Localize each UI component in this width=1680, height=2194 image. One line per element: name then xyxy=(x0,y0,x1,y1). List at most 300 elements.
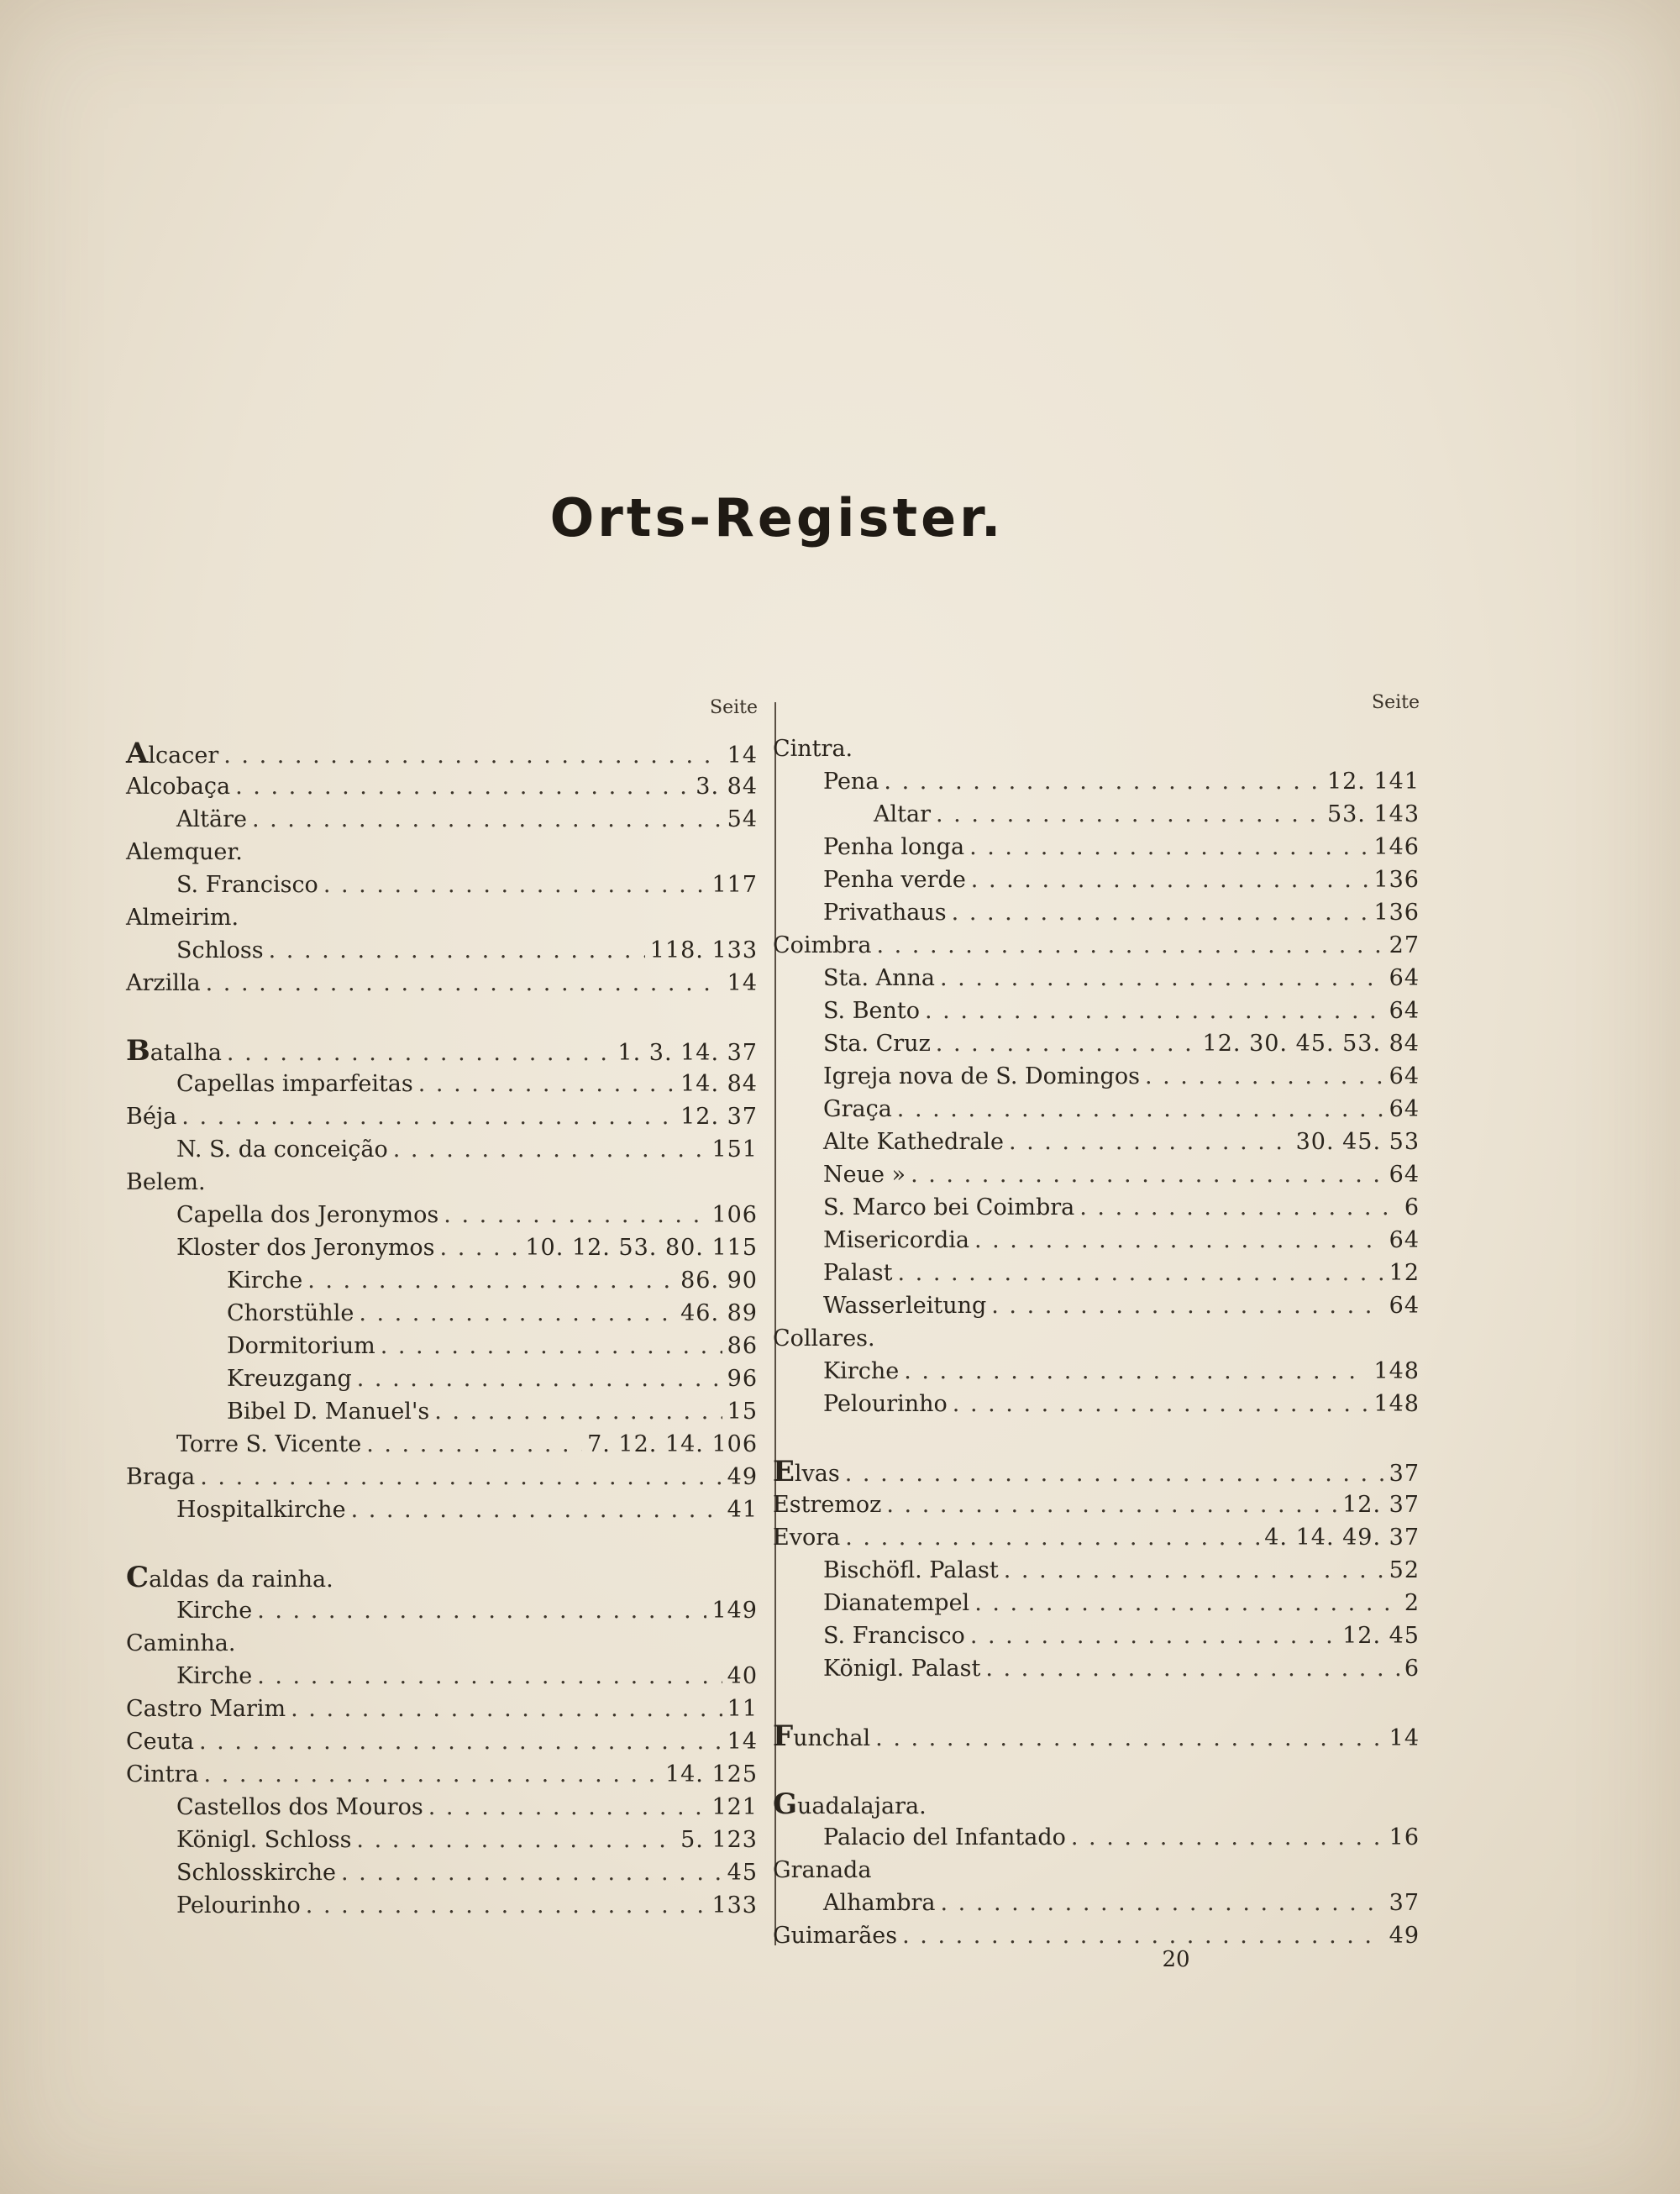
entry-text: unchal xyxy=(793,1725,871,1751)
entry-pages: 86. 90 xyxy=(680,1268,758,1294)
index-entry xyxy=(773,1619,1420,1652)
entry-pages: 16 xyxy=(1389,1824,1420,1850)
index-entry xyxy=(773,1388,1420,1420)
index-entry xyxy=(126,737,758,770)
entry-text: Wasserleitung xyxy=(823,1293,987,1319)
index-entry xyxy=(126,1824,758,1856)
entry-pages: 14 xyxy=(727,1729,758,1755)
index-entry xyxy=(126,1791,758,1824)
dot-leader xyxy=(306,1889,707,1922)
entry-pages: 6 xyxy=(1404,1656,1420,1682)
entry-text: Pena xyxy=(823,769,879,795)
dot-leader xyxy=(252,803,722,836)
entry-text: Königl. Palast xyxy=(823,1656,981,1682)
entry-label xyxy=(126,1627,235,1660)
index-entry xyxy=(773,1093,1420,1126)
entry-pages: 148 xyxy=(1373,1358,1420,1384)
dot-leader xyxy=(356,1824,675,1856)
entry-text: Kloster dos Jeronymos xyxy=(176,1235,435,1261)
entry-pages: 6 xyxy=(1404,1194,1420,1220)
index-entry xyxy=(126,869,758,901)
entry-text: lcacer xyxy=(148,743,219,769)
dot-leader xyxy=(323,869,707,901)
entry-label xyxy=(126,901,239,934)
dot-leader xyxy=(1145,1060,1384,1093)
dot-leader xyxy=(206,967,722,1000)
entry-label xyxy=(227,1395,429,1428)
index-entry xyxy=(126,1889,758,1922)
entry-pages: 64 xyxy=(1389,965,1420,991)
entry-text: Torre S. Vicente xyxy=(176,1431,362,1457)
index-column-right xyxy=(773,689,1420,1952)
entry-pages: 64 xyxy=(1389,1227,1420,1253)
dot-leader xyxy=(876,929,1383,962)
entry-pages: 148 xyxy=(1373,1391,1420,1417)
entry-pages: 30. 45. 53 xyxy=(1295,1129,1420,1155)
dot-leader xyxy=(357,1362,722,1395)
entry-pages: 12 xyxy=(1389,1260,1420,1286)
index-entry xyxy=(773,1919,1420,1952)
index-entry xyxy=(126,934,758,967)
dot-leader xyxy=(366,1428,582,1461)
dot-leader xyxy=(897,1093,1384,1126)
entry-label xyxy=(176,1133,388,1166)
dot-leader xyxy=(985,1652,1399,1685)
dot-leader xyxy=(428,1791,707,1824)
entry-text: Penha longa xyxy=(823,834,965,860)
entry-pages: 11 xyxy=(727,1696,758,1722)
entry-label xyxy=(126,836,243,869)
entry-text: Schloss xyxy=(176,937,264,963)
index-entry xyxy=(126,1133,758,1166)
index-entry xyxy=(773,1887,1420,1919)
index-list-left xyxy=(126,737,758,1922)
dot-leader xyxy=(974,1587,1399,1619)
entry-label xyxy=(176,1856,336,1889)
entry-text: Igreja nova de S. Domingos xyxy=(823,1063,1140,1089)
entry-text: S. Francisco xyxy=(823,1623,965,1649)
entry-text: Alte Kathedrale xyxy=(823,1129,1004,1155)
entry-label xyxy=(823,1158,906,1191)
index-entry xyxy=(126,1100,758,1133)
entry-text: Altäre xyxy=(176,806,247,832)
entry-label xyxy=(126,1035,222,1069)
entry-text: Capellas imparfeitas xyxy=(176,1071,413,1097)
dot-leader xyxy=(444,1199,706,1231)
dot-leader xyxy=(925,995,1384,1027)
entry-pages: 14 xyxy=(727,743,758,769)
entry-label xyxy=(823,1587,969,1619)
dot-leader xyxy=(884,765,1322,798)
entry-text: Béja xyxy=(126,1104,177,1130)
dot-leader xyxy=(845,1457,1384,1490)
entry-pages: 121 xyxy=(711,1794,758,1820)
entry-pages: 2 xyxy=(1404,1590,1420,1616)
dot-leader xyxy=(904,1355,1368,1388)
entry-label xyxy=(126,1758,199,1791)
dot-leader xyxy=(911,1158,1384,1191)
dot-leader xyxy=(941,1887,1384,1919)
dot-leader xyxy=(875,1722,1383,1755)
index-entry xyxy=(126,1199,758,1231)
entry-pages: 106 xyxy=(711,1202,758,1228)
index-entry xyxy=(126,1362,758,1395)
entry-label xyxy=(823,863,966,896)
entry-text: Schlosskirche xyxy=(176,1860,337,1886)
entry-label xyxy=(773,1788,927,1823)
entry-pages: 40 xyxy=(727,1663,758,1689)
entry-label xyxy=(126,1100,176,1133)
index-entry xyxy=(126,1461,758,1493)
index-entry xyxy=(126,1428,758,1461)
index-entry xyxy=(126,803,758,836)
index-entry xyxy=(126,1725,758,1758)
index-entry xyxy=(126,1493,758,1526)
entry-label xyxy=(823,1821,1066,1854)
entry-text: Graça xyxy=(823,1096,892,1122)
entry-pages: 52 xyxy=(1389,1557,1420,1583)
entry-text: Almeirim. xyxy=(126,905,239,931)
entry-label xyxy=(773,1919,897,1952)
entry-text: Palacio del Infantado xyxy=(823,1824,1066,1850)
dot-leader xyxy=(181,1100,675,1133)
entry-text: Braga xyxy=(126,1464,196,1490)
index-entry xyxy=(773,1821,1420,1854)
dot-leader xyxy=(1009,1126,1291,1158)
entry-label xyxy=(176,803,247,836)
entry-text: Alhambra xyxy=(823,1890,936,1916)
dot-leader xyxy=(1079,1191,1399,1224)
entry-pages: 12. 45 xyxy=(1342,1623,1420,1649)
seite-header-right: Seite xyxy=(1372,692,1420,713)
dot-leader xyxy=(381,1330,722,1362)
entry-label xyxy=(176,1594,252,1627)
entry-pages: 14 xyxy=(1389,1725,1420,1751)
dot-leader xyxy=(434,1395,722,1428)
index-entry xyxy=(126,1758,758,1791)
entry-pages: 14. 125 xyxy=(664,1761,758,1787)
entry-pages: 146 xyxy=(1373,834,1420,860)
index-entry xyxy=(773,995,1420,1027)
index-entry xyxy=(126,1264,758,1297)
entry-pages: 15 xyxy=(727,1399,758,1425)
entry-pages: 12. 141 xyxy=(1326,769,1420,795)
entry-pages: 96 xyxy=(727,1366,758,1392)
dot-leader xyxy=(991,1289,1383,1322)
entry-label xyxy=(176,1493,346,1526)
entry-text: Sta. Cruz xyxy=(823,1031,931,1057)
entry-pages: 54 xyxy=(727,806,758,832)
entry-text: Kirche xyxy=(823,1358,900,1384)
entry-text: Dormitorium xyxy=(227,1333,375,1359)
entry-text: Kirche xyxy=(176,1663,253,1689)
dot-leader xyxy=(269,934,645,967)
dot-leader xyxy=(227,1037,613,1069)
entry-label xyxy=(823,1060,1140,1093)
entry-text: Penha verde xyxy=(823,867,966,893)
entry-pages: 5. 123 xyxy=(680,1827,758,1853)
index-entry xyxy=(126,967,758,1000)
entry-text: Granada xyxy=(773,1857,872,1883)
entry-label xyxy=(773,1322,875,1355)
dot-leader xyxy=(1071,1821,1384,1854)
index-entry xyxy=(773,1587,1420,1619)
entry-text: Kirche xyxy=(176,1598,253,1624)
entry-label xyxy=(773,929,871,962)
dot-leader xyxy=(257,1594,706,1627)
index-entry xyxy=(773,1854,1420,1887)
index-entry xyxy=(126,1627,758,1660)
dot-leader xyxy=(936,1027,1198,1060)
entry-label xyxy=(176,1660,252,1693)
index-entry xyxy=(773,1322,1420,1355)
dot-leader xyxy=(341,1856,722,1889)
entry-pages: 45 xyxy=(727,1860,758,1886)
page-title: Orts-Register. xyxy=(549,487,1005,548)
entry-text: Sta. Anna xyxy=(823,965,935,991)
entry-label xyxy=(126,1562,333,1596)
index-entry xyxy=(126,1395,758,1428)
entry-pages: 133 xyxy=(711,1892,758,1918)
dot-leader xyxy=(351,1493,722,1526)
dot-leader xyxy=(223,739,722,772)
entry-label xyxy=(176,1068,413,1100)
entry-text: Belem. xyxy=(126,1169,206,1195)
entry-label xyxy=(176,1199,438,1231)
entry-pages: 46. 89 xyxy=(680,1300,758,1326)
entry-text: Collares. xyxy=(773,1325,875,1352)
entry-text: Cintra. xyxy=(773,736,853,762)
index-entry xyxy=(773,1060,1420,1093)
entry-label xyxy=(823,995,920,1027)
entry-label xyxy=(176,869,318,901)
entry-text: Chorstühle xyxy=(227,1300,354,1326)
index-list-right xyxy=(773,732,1420,1952)
entry-text: Kirche xyxy=(227,1268,303,1294)
entry-text: Dianatempel xyxy=(823,1590,970,1616)
entry-text: atalha xyxy=(150,1040,222,1066)
entry-initial: C xyxy=(126,1561,150,1594)
entry-label xyxy=(126,1461,195,1493)
index-entry xyxy=(773,896,1420,929)
entry-text: Kreuzgang xyxy=(227,1366,352,1392)
entry-pages: 136 xyxy=(1373,900,1420,926)
entry-pages: 86 xyxy=(727,1333,758,1359)
entry-text: Palast xyxy=(823,1260,893,1286)
index-entry xyxy=(126,836,758,869)
entry-label xyxy=(823,1289,986,1322)
entry-text: S. Francisco xyxy=(176,872,318,898)
entry-label xyxy=(773,1720,870,1755)
dot-leader xyxy=(971,863,1369,896)
entry-label xyxy=(227,1330,375,1362)
index-entry xyxy=(773,962,1420,995)
entry-pages: 37 xyxy=(1389,1461,1420,1487)
dot-leader xyxy=(200,1461,722,1493)
dot-leader xyxy=(1004,1554,1384,1587)
seite-header-left: Seite xyxy=(710,697,758,718)
index-entry xyxy=(773,929,1420,962)
index-entry xyxy=(773,1158,1420,1191)
entry-label xyxy=(126,737,218,772)
entry-text: Bischöfl. Palast xyxy=(823,1557,999,1583)
entry-label xyxy=(823,831,964,863)
entry-pages: 53. 143 xyxy=(1326,801,1420,827)
entry-initial: A xyxy=(126,737,149,770)
entry-label xyxy=(773,1456,840,1490)
entry-pages: 10. 12. 53. 80. 115 xyxy=(525,1235,758,1261)
dot-leader xyxy=(199,1725,722,1758)
entry-label xyxy=(773,1521,840,1554)
index-entry xyxy=(126,1330,758,1362)
entry-text: Arzilla xyxy=(126,970,201,996)
entry-initial: B xyxy=(126,1034,150,1068)
entry-text: Neue » xyxy=(823,1162,906,1188)
dot-leader xyxy=(845,1521,1259,1554)
entry-text: Evora xyxy=(773,1525,841,1551)
entry-initial: F xyxy=(773,1719,794,1753)
index-entry xyxy=(126,770,758,803)
dot-leader xyxy=(969,831,1368,863)
entry-pages: 41 xyxy=(727,1497,758,1523)
entry-text: N. S. da conceição xyxy=(176,1136,388,1163)
entry-label xyxy=(823,1355,899,1388)
index-entry xyxy=(773,1456,1420,1488)
entry-pages: 37 xyxy=(1389,1890,1420,1916)
index-entry xyxy=(126,1562,758,1594)
entry-initial: G xyxy=(773,1787,798,1821)
entry-label xyxy=(823,1619,965,1652)
entry-text: Pelourinho xyxy=(823,1391,948,1417)
index-entry xyxy=(126,1035,758,1068)
entry-pages: 14 xyxy=(727,970,758,996)
index-column-left xyxy=(126,694,758,1922)
index-entry xyxy=(126,1856,758,1889)
dot-leader xyxy=(940,962,1384,995)
entry-pages: 64 xyxy=(1389,1096,1420,1122)
entry-pages: 49 xyxy=(1389,1923,1420,1949)
entry-pages: 7. 12. 14. 106 xyxy=(587,1431,758,1457)
entry-label xyxy=(126,1725,194,1758)
dot-leader xyxy=(974,1224,1384,1257)
index-entry xyxy=(773,1257,1420,1289)
dot-leader xyxy=(257,1660,722,1693)
entry-pages: 1. 3. 14. 37 xyxy=(617,1040,758,1066)
entry-text: Misericordia xyxy=(823,1227,969,1253)
entry-text: Privathaus xyxy=(823,900,947,926)
entry-label xyxy=(823,1257,893,1289)
entry-text: Cintra xyxy=(126,1761,199,1787)
entry-label xyxy=(227,1297,354,1330)
entry-text: aldas da rainha. xyxy=(149,1567,333,1593)
index-entry xyxy=(773,732,1420,765)
entry-label xyxy=(823,1126,1004,1158)
entry-label xyxy=(823,1554,999,1587)
entry-text: Capella dos Jeronymos xyxy=(176,1202,439,1228)
entry-label xyxy=(176,1889,301,1922)
index-entry xyxy=(126,1693,758,1725)
entry-pages: 27 xyxy=(1389,932,1420,958)
entry-label xyxy=(176,1428,361,1461)
index-entry xyxy=(773,831,1420,863)
index-entry xyxy=(773,1652,1420,1685)
entry-label xyxy=(773,1854,871,1887)
index-entry xyxy=(126,1166,758,1199)
entry-text: Ceuta xyxy=(126,1729,194,1755)
entry-pages: 151 xyxy=(711,1136,758,1163)
entry-text: lvas xyxy=(794,1461,840,1487)
entry-label xyxy=(823,1027,931,1060)
entry-label xyxy=(823,1388,948,1420)
entry-label xyxy=(126,967,201,1000)
index-entry xyxy=(126,1297,758,1330)
dot-leader xyxy=(936,798,1322,831)
entry-pages: 64 xyxy=(1389,1063,1420,1089)
entry-initial: E xyxy=(773,1455,795,1488)
index-entry xyxy=(773,1289,1420,1322)
index-entry xyxy=(126,1231,758,1264)
entry-label xyxy=(176,934,264,967)
entry-text: Castellos dos Mouros xyxy=(176,1794,423,1820)
dot-leader xyxy=(307,1264,675,1297)
entry-label xyxy=(227,1362,352,1395)
entry-text: Estremoz xyxy=(773,1492,882,1518)
entry-text: Königl. Schloss xyxy=(176,1827,352,1853)
index-entry xyxy=(773,1355,1420,1388)
page-number: 20 xyxy=(1162,1947,1190,1972)
index-entry xyxy=(773,765,1420,798)
entry-text: Caminha. xyxy=(126,1630,236,1656)
entry-text: Bibel D. Manuel's xyxy=(227,1399,430,1425)
index-entry xyxy=(773,798,1420,831)
index-entry xyxy=(126,1660,758,1693)
entry-label xyxy=(126,1693,286,1725)
dot-leader xyxy=(418,1068,675,1100)
index-entry xyxy=(773,1224,1420,1257)
dot-leader xyxy=(235,770,690,803)
dot-leader xyxy=(204,1758,660,1791)
dot-leader xyxy=(359,1297,675,1330)
entry-label xyxy=(823,1224,969,1257)
index-entry xyxy=(773,1554,1420,1587)
entry-text: Hospitalkirche xyxy=(176,1497,346,1523)
entry-label xyxy=(227,1264,302,1297)
dot-leader xyxy=(898,1257,1384,1289)
entry-pages: 149 xyxy=(711,1598,758,1624)
entry-text: Pelourinho xyxy=(176,1892,301,1918)
index-entry xyxy=(126,1068,758,1100)
index-entry xyxy=(773,1720,1420,1753)
entry-text: S. Marco bei Coimbra xyxy=(823,1194,1075,1220)
entry-label xyxy=(823,1887,936,1919)
index-entry xyxy=(773,1521,1420,1554)
entry-label xyxy=(773,732,853,765)
dot-leader xyxy=(953,1388,1369,1420)
index-entry xyxy=(126,1594,758,1627)
index-entry xyxy=(773,1027,1420,1060)
entry-pages: 117 xyxy=(711,872,758,898)
entry-label xyxy=(126,1166,206,1199)
dot-leader xyxy=(291,1693,722,1725)
entry-text: Castro Marim xyxy=(126,1696,286,1722)
entry-pages: 4. 14. 49. 37 xyxy=(1264,1525,1420,1551)
entry-pages: 3. 84 xyxy=(696,774,758,800)
entry-label xyxy=(823,1191,1074,1224)
entry-pages: 12. 37 xyxy=(1342,1492,1420,1518)
entry-text: Alcobaça xyxy=(126,774,231,800)
dot-leader xyxy=(886,1488,1337,1521)
entry-text: S. Bento xyxy=(823,998,921,1024)
